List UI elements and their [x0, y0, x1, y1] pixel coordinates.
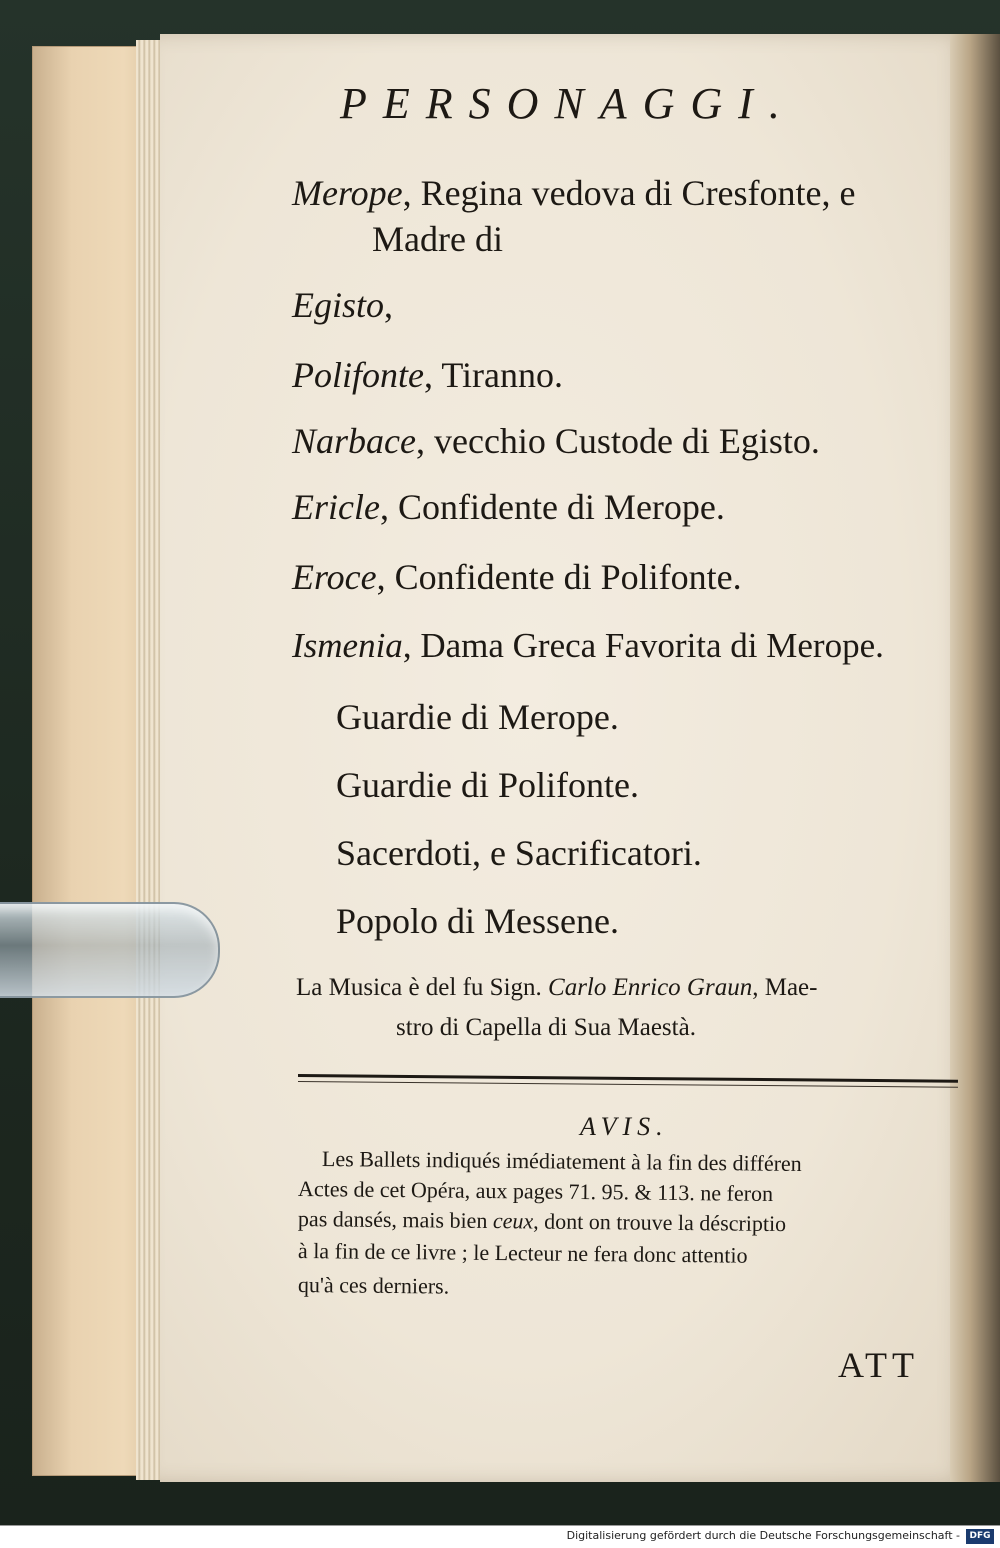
- dfg-logo: DFG: [966, 1529, 994, 1544]
- character-name: Egisto: [292, 285, 385, 325]
- extras-line: Sacerdoti, e Sacrificatori.: [336, 833, 702, 873]
- extras-line: Guardie di Merope.: [336, 697, 619, 737]
- avis-line: Actes de cet Opéra, aux pages 71. 95. & 113. ne feron: [297, 1176, 774, 1206]
- character-desc: Confidente di Polifonte.: [385, 557, 742, 597]
- character-name: Merope: [292, 173, 403, 213]
- character-name: Polifonte: [292, 355, 424, 395]
- character-line: Egisto,: [292, 285, 394, 325]
- spine-shadow: [950, 34, 1000, 1482]
- character-line: Narbace, vecchio Custode di Egisto.: [292, 421, 820, 461]
- music-credit-line2: stro di Capella di Sua Maestà.: [396, 1014, 696, 1041]
- catchword: ATT: [838, 1345, 919, 1385]
- character-desc: Tiranno.: [432, 355, 564, 395]
- character-desc: vecchio Custode di Egisto.: [424, 421, 820, 461]
- character-name: Ismenia: [292, 626, 403, 665]
- character-line: Merope, Regina vedova di Cresfonte, e: [292, 173, 856, 213]
- character-name: Ericle: [292, 487, 380, 527]
- footer-bar: [0, 1525, 1000, 1548]
- character-desc: Madre di: [372, 219, 503, 259]
- music-credit: La Musica è del fu Sign. Carlo Enrico Graun, Mae-: [296, 974, 818, 1001]
- character-line: Polifonte, Tiranno.: [292, 355, 564, 395]
- avis-line: pas dansés, mais bien ceux, dont on trouve la déscriptio: [297, 1206, 787, 1237]
- avis-line: qu'à ces derniers.: [297, 1272, 450, 1299]
- character-name: Narbace: [292, 421, 416, 461]
- extras-line: Guardie di Polifonte.: [336, 765, 639, 805]
- extras-line: Popolo di Messene.: [336, 901, 619, 941]
- character-desc: Dama Greca Favorita di Merope.: [411, 626, 884, 665]
- composer-name: Carlo Enrico Graun: [548, 974, 753, 1001]
- character-line: Eroce, Confidente di Polifonte.: [292, 557, 742, 597]
- avis-title: AVIS.: [580, 1112, 669, 1141]
- glass-page-weight: [0, 902, 220, 998]
- avis-line: Les Ballets indiqués imédiatement à la fin des différen: [321, 1146, 802, 1177]
- avis-line: à la fin de ce livre ; le Lecteur ne fera donc attentio: [297, 1238, 748, 1268]
- character-line: [372, 218, 503, 260]
- page-title: PERSONAGGI.: [340, 79, 796, 128]
- character-name: Eroce: [292, 557, 377, 597]
- character-desc: Confidente di Merope.: [388, 487, 725, 527]
- character-line: Ericle, Confidente di Merope.: [292, 487, 725, 527]
- character-desc: Regina vedova di Cresfonte, e: [411, 173, 856, 213]
- character-line: Ismenia, Dama Greca Favorita di Merope.: [292, 626, 884, 665]
- footer-credit: Digitalisierung gefördert durch die Deutsche Forschungsgemeinschaft -: [566, 1529, 960, 1542]
